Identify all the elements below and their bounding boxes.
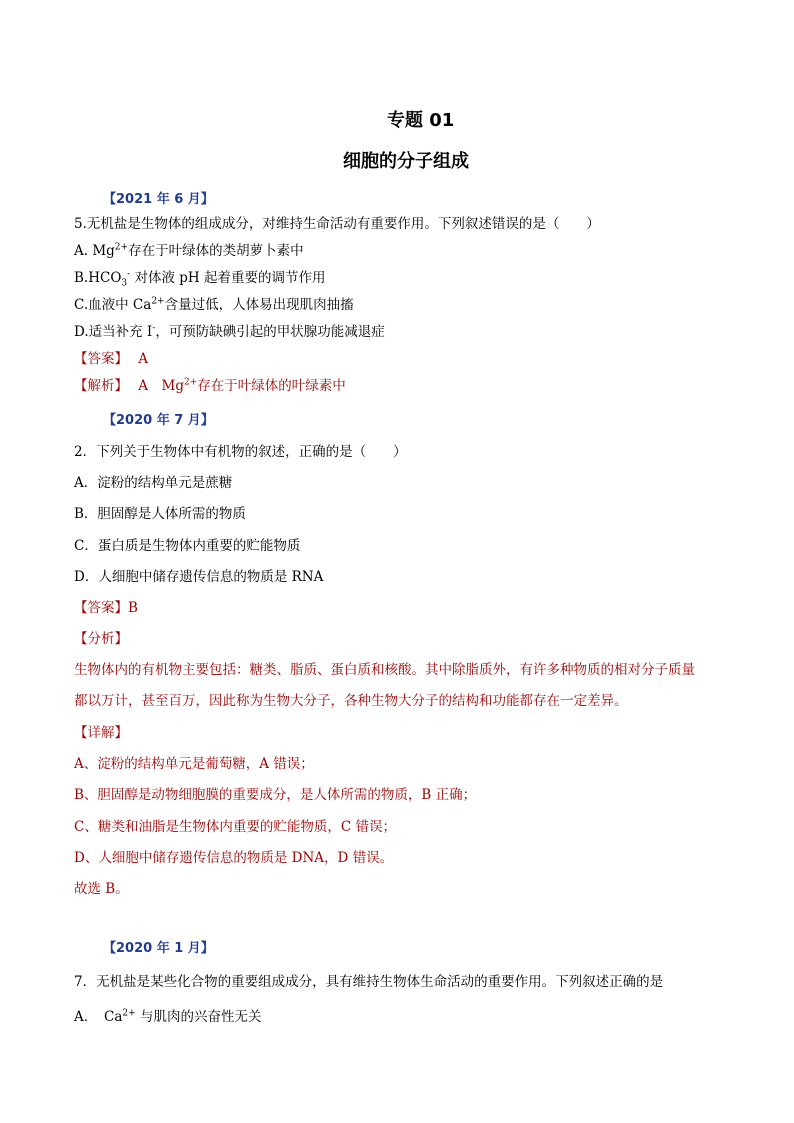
analysis-row — [74, 374, 346, 394]
xiangjie-d: D、人细胞中储存遗传信息的物质是 DNA，D 错误。 — [74, 850, 394, 866]
option-b — [74, 266, 325, 289]
superscript: 2+ — [151, 296, 165, 307]
section-heading-2020-01: 【2020 年 1 月】 — [103, 941, 214, 956]
option-c-text: C.血液中 Ca — [74, 297, 152, 313]
subscript: 3 — [121, 278, 128, 289]
option-a-text: A． Ca — [74, 1009, 123, 1025]
answer-label: 【答案】 — [74, 351, 128, 367]
option-d-text: D.适当补充 I — [74, 324, 153, 340]
option-d-text-rest: ，可预防缺碘引起的甲状腺功能减退症 — [155, 324, 385, 340]
option-b-text: B.HCO — [74, 270, 122, 286]
section-heading-2021-06: 【2021 年 6 月】 — [103, 192, 214, 207]
superscript: 2+ — [184, 377, 198, 388]
answer-label: 【答案】 — [74, 600, 128, 616]
page-subtitle: 细胞的分子组成 — [343, 151, 469, 172]
xiangjie-label: 【详解】 — [74, 725, 128, 741]
superscript: 2+ — [114, 242, 129, 253]
answer-row — [74, 596, 138, 616]
question-stem: 2．下列关于生物体中有机物的叙述，正确的是（ ） — [74, 444, 407, 460]
question-stem: 7．无机盐是某些化合物的重要组成成分，具有维持生物体生命活动的重要作用。下列叙述正确的是 — [74, 974, 664, 990]
analysis-label: 【解析】 — [74, 378, 128, 394]
analysis-text: A Mg — [138, 378, 185, 394]
option-c: C．蛋白质是生物体内重要的贮能物质 — [74, 538, 301, 554]
option-a — [74, 239, 304, 259]
xiangjie-a: A、淀粉的结构单元是葡萄糖，A 错误； — [74, 756, 314, 772]
option-a — [74, 1005, 261, 1025]
option-a: A．淀粉的结构单元是蔗糖 — [74, 475, 233, 491]
xiangjie-c: C、糖类和油脂是生物体内重要的贮能物质，C 错误； — [74, 819, 396, 835]
page-title: 专题 01 — [387, 110, 455, 131]
answer-value: B — [128, 600, 138, 616]
fenxi-text-line-2: 都以万计，甚至百万，因此称为生物大分子，各种生物大分子的结构和功能都存在一定差异。 — [74, 693, 628, 709]
answer-value: A — [138, 351, 149, 367]
option-b: B．胆固醇是人体所需的物质 — [74, 506, 246, 522]
option-d: D．人细胞中储存遗传信息的物质是 RNA — [74, 569, 324, 585]
answer-row — [74, 347, 148, 367]
option-c-text-rest: 含量过低，人体易出现肌肉抽搐 — [164, 297, 354, 313]
option-b-text-rest: 对体液 pH 起着重要的调节作用 — [130, 270, 326, 286]
option-c — [74, 293, 354, 313]
option-a-text: A. Mg — [74, 243, 115, 259]
question-stem: 5.无机盐是生物体的组成成分，对维持生命活动有重要作用。下列叙述错误的是（ ） — [74, 216, 600, 232]
fenxi-label: 【分析】 — [74, 631, 128, 647]
fenxi-text-line-1: 生物体内的有机物主要包括：糖类、脂质、蛋白质和核酸。其中除脂质外，有许多种物质的相对分子质量 — [74, 662, 695, 678]
option-a-text-rest: 与肌肉的兴奋性无关 — [135, 1009, 262, 1025]
option-d — [74, 320, 385, 340]
conclusion: 故选 B。 — [74, 881, 129, 897]
xiangjie-b: B、胆固醇是动物细胞膜的重要成分，是人体所需的物质，B 正确； — [74, 787, 477, 803]
superscript: 2+ — [122, 1008, 136, 1019]
superscript: - — [127, 269, 131, 280]
analysis-text-rest: 存在于叶绿体的叶绿素中 — [197, 378, 346, 394]
option-a-text-rest: 存在于叶绿体的类胡萝卜素中 — [128, 243, 304, 259]
superscript: - — [152, 323, 156, 334]
section-heading-2020-07: 【2020 年 7 月】 — [103, 413, 214, 428]
